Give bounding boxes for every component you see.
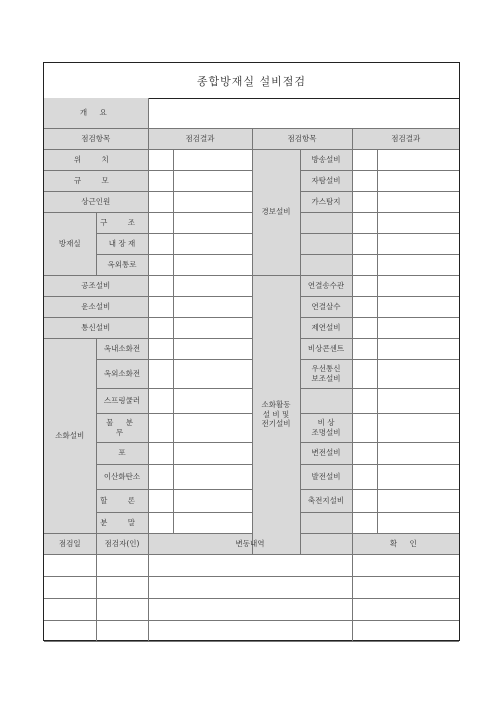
check-staff[interactable] bbox=[148, 191, 173, 212]
electric-group-text: 소화활동 설 비 및 전기설비 bbox=[261, 400, 291, 429]
check-priority-comm[interactable] bbox=[352, 359, 377, 388]
result-priority-comm[interactable] bbox=[377, 359, 459, 388]
result-electric-blank[interactable] bbox=[377, 388, 459, 413]
electric-group-label bbox=[252, 275, 300, 554]
check-co2[interactable] bbox=[148, 464, 173, 489]
item-transport: 운소설비 bbox=[44, 296, 148, 317]
item-emergency-light-text: 비 상 조명설비 bbox=[311, 418, 341, 437]
check-electric-blank-2[interactable] bbox=[352, 512, 377, 533]
check-emergency-light[interactable] bbox=[352, 413, 377, 442]
result-electric-blank-2[interactable] bbox=[377, 512, 459, 533]
item-battery: 축전지설비 bbox=[300, 489, 352, 512]
item-location: 위 치 bbox=[44, 149, 148, 170]
footer-row bbox=[44, 554, 459, 576]
check-water-spray[interactable] bbox=[148, 413, 173, 442]
result-emergency-light[interactable] bbox=[377, 413, 459, 442]
result-smoke-control[interactable] bbox=[377, 317, 459, 338]
footer-inspector-cell[interactable] bbox=[96, 598, 148, 620]
footer-date-cell[interactable] bbox=[44, 620, 96, 641]
check-connected-sprinkle[interactable] bbox=[352, 296, 377, 317]
check-interior[interactable] bbox=[148, 233, 173, 254]
header-item-left: 점검항목 bbox=[44, 128, 148, 149]
result-hvac[interactable] bbox=[173, 275, 252, 296]
result-outdoor-hydrant[interactable] bbox=[173, 359, 252, 388]
check-halon[interactable] bbox=[148, 489, 173, 512]
item-connected-sprinkle: 연결살수 bbox=[300, 296, 352, 317]
form-title: 종합방재실 설비점검 bbox=[44, 63, 459, 99]
item-interior: 내 장 재 bbox=[96, 233, 148, 254]
check-battery[interactable] bbox=[352, 489, 377, 512]
footer-confirm-cell[interactable] bbox=[352, 554, 459, 576]
item-indoor-hydrant: 옥내소화전 bbox=[96, 338, 148, 359]
result-generator[interactable] bbox=[377, 464, 459, 489]
footer-inspector-cell[interactable] bbox=[96, 576, 148, 598]
overview-label: 개 요 bbox=[44, 98, 148, 128]
check-scale[interactable] bbox=[148, 170, 173, 191]
check-emergency-outlet[interactable] bbox=[352, 338, 377, 359]
item-connected-pipe: 연결송수관 bbox=[300, 275, 352, 296]
check-comm[interactable] bbox=[148, 317, 173, 338]
footer-row bbox=[44, 620, 459, 641]
item-staff: 상근인원 bbox=[44, 191, 148, 212]
check-exit-path[interactable] bbox=[148, 254, 173, 275]
item-alarm-blank-1 bbox=[300, 212, 352, 233]
footer-date-cell[interactable] bbox=[44, 598, 96, 620]
footer-confirm-cell[interactable] bbox=[352, 620, 459, 641]
check-alarm-blank-2[interactable] bbox=[352, 233, 377, 254]
header-item-right: 점검항목 bbox=[252, 128, 352, 149]
result-substation[interactable] bbox=[377, 442, 459, 464]
footer-inspector-cell[interactable] bbox=[96, 554, 148, 576]
check-hvac[interactable] bbox=[148, 275, 173, 296]
result-sprinkler[interactable] bbox=[173, 388, 252, 413]
item-exit-path: 옥외통로 bbox=[96, 254, 148, 275]
result-water-spray[interactable] bbox=[173, 413, 252, 442]
result-connected-sprinkle[interactable] bbox=[377, 296, 459, 317]
item-hvac: 공조설비 bbox=[44, 275, 148, 296]
inspection-table bbox=[44, 98, 459, 642]
item-priority-comm-text: 우선통신 보조설비 bbox=[311, 364, 341, 383]
check-indoor-hydrant[interactable] bbox=[148, 338, 173, 359]
check-broadcast[interactable] bbox=[352, 149, 377, 170]
footer-row bbox=[44, 598, 459, 620]
result-connected-pipe[interactable] bbox=[377, 275, 459, 296]
item-alarm-blank-2 bbox=[300, 233, 352, 254]
item-emergency-light bbox=[300, 413, 352, 442]
check-structure[interactable] bbox=[148, 212, 173, 233]
item-emergency-outlet: 비상콘센트 bbox=[300, 338, 352, 359]
check-substation[interactable] bbox=[352, 442, 377, 464]
result-foam[interactable] bbox=[173, 442, 252, 464]
check-sprinkler[interactable] bbox=[148, 388, 173, 413]
footer-confirm-cell[interactable] bbox=[352, 576, 459, 598]
item-substation: 변전설비 bbox=[300, 442, 352, 464]
check-alarm-blank-3[interactable] bbox=[352, 254, 377, 275]
footer-row bbox=[44, 576, 459, 598]
result-emergency-outlet[interactable] bbox=[377, 338, 459, 359]
footer-changes-cell[interactable] bbox=[148, 620, 352, 641]
item-smoke-control: 제연설비 bbox=[300, 317, 352, 338]
check-electric-blank[interactable] bbox=[352, 388, 377, 413]
item-gas-detect: 가스탐지 bbox=[300, 191, 352, 212]
item-generator: 발전설비 bbox=[300, 464, 352, 489]
check-powder[interactable] bbox=[148, 512, 173, 533]
item-comm: 통신설비 bbox=[44, 317, 148, 338]
check-generator[interactable] bbox=[352, 464, 377, 489]
result-comm[interactable] bbox=[173, 317, 252, 338]
result-gas-detect[interactable] bbox=[377, 191, 459, 212]
footer-changes-cell[interactable] bbox=[148, 554, 352, 576]
footer-date-header: 점검일 bbox=[44, 533, 96, 554]
item-electric-blank bbox=[300, 388, 352, 413]
result-staff[interactable] bbox=[173, 191, 252, 212]
check-connected-pipe[interactable] bbox=[352, 275, 377, 296]
footer-confirm-cell[interactable] bbox=[352, 598, 459, 620]
disaster-room-label: 방재실 bbox=[44, 212, 96, 275]
result-interior[interactable] bbox=[173, 233, 252, 254]
check-outdoor-hydrant[interactable] bbox=[148, 359, 173, 388]
check-alarm-blank-1[interactable] bbox=[352, 212, 377, 233]
footer-confirm-header: 확 인 bbox=[352, 533, 459, 554]
result-powder[interactable] bbox=[173, 512, 252, 533]
item-foam: 포 bbox=[96, 442, 148, 464]
item-halon: 할 론 bbox=[96, 489, 148, 512]
item-scale: 규 모 bbox=[44, 170, 148, 191]
item-water-spray: 물 분 무 bbox=[96, 413, 148, 442]
item-broadcast: 방송설비 bbox=[300, 149, 352, 170]
result-exit-path[interactable] bbox=[173, 254, 252, 275]
footer-date-cell[interactable] bbox=[44, 576, 96, 598]
footer-changes-cell[interactable] bbox=[148, 598, 352, 620]
inspection-form bbox=[43, 62, 460, 641]
overview-value[interactable] bbox=[148, 98, 459, 128]
result-location[interactable] bbox=[173, 149, 252, 170]
item-auto-detect: 자탐설비 bbox=[300, 170, 352, 191]
item-priority-comm bbox=[300, 359, 352, 388]
result-auto-detect[interactable] bbox=[377, 170, 459, 191]
result-battery[interactable] bbox=[377, 489, 459, 512]
header-result-right: 점검결과 bbox=[352, 128, 459, 149]
result-alarm-blank-3[interactable] bbox=[377, 254, 459, 275]
check-foam[interactable] bbox=[148, 442, 173, 464]
footer-changes-cell[interactable] bbox=[148, 576, 352, 598]
header-result-left: 점검결과 bbox=[148, 128, 252, 149]
result-indoor-hydrant[interactable] bbox=[173, 338, 252, 359]
item-powder: 분 말 bbox=[96, 512, 148, 533]
item-electric-blank-2 bbox=[300, 512, 352, 533]
item-co2: 이산화탄소 bbox=[96, 464, 148, 489]
footer-changes-header: 변동내역 bbox=[148, 533, 352, 554]
item-alarm-blank-3 bbox=[300, 254, 352, 275]
result-broadcast[interactable] bbox=[377, 149, 459, 170]
item-structure: 구 조 bbox=[96, 212, 148, 233]
check-auto-detect[interactable] bbox=[352, 170, 377, 191]
check-transport[interactable] bbox=[148, 296, 173, 317]
item-outdoor-hydrant: 옥외소화전 bbox=[96, 359, 148, 388]
result-scale[interactable] bbox=[173, 170, 252, 191]
result-alarm-blank-2[interactable] bbox=[377, 233, 459, 254]
check-gas-detect[interactable] bbox=[352, 191, 377, 212]
footer-date-cell[interactable] bbox=[44, 554, 96, 576]
check-smoke-control[interactable] bbox=[352, 317, 377, 338]
result-alarm-blank-1[interactable] bbox=[377, 212, 459, 233]
fire-equip-label: 소화설비 bbox=[44, 338, 96, 533]
result-co2[interactable] bbox=[173, 464, 252, 489]
alarm-group-label: 경보설비 bbox=[252, 149, 300, 275]
result-transport[interactable] bbox=[173, 296, 252, 317]
item-sprinkler: 스프링쿨러 bbox=[96, 388, 148, 413]
footer-inspector-cell[interactable] bbox=[96, 620, 148, 641]
result-structure[interactable] bbox=[173, 212, 252, 233]
check-location[interactable] bbox=[148, 149, 173, 170]
result-halon[interactable] bbox=[173, 489, 252, 512]
footer-inspector-header: 점검자(인) bbox=[96, 533, 148, 554]
